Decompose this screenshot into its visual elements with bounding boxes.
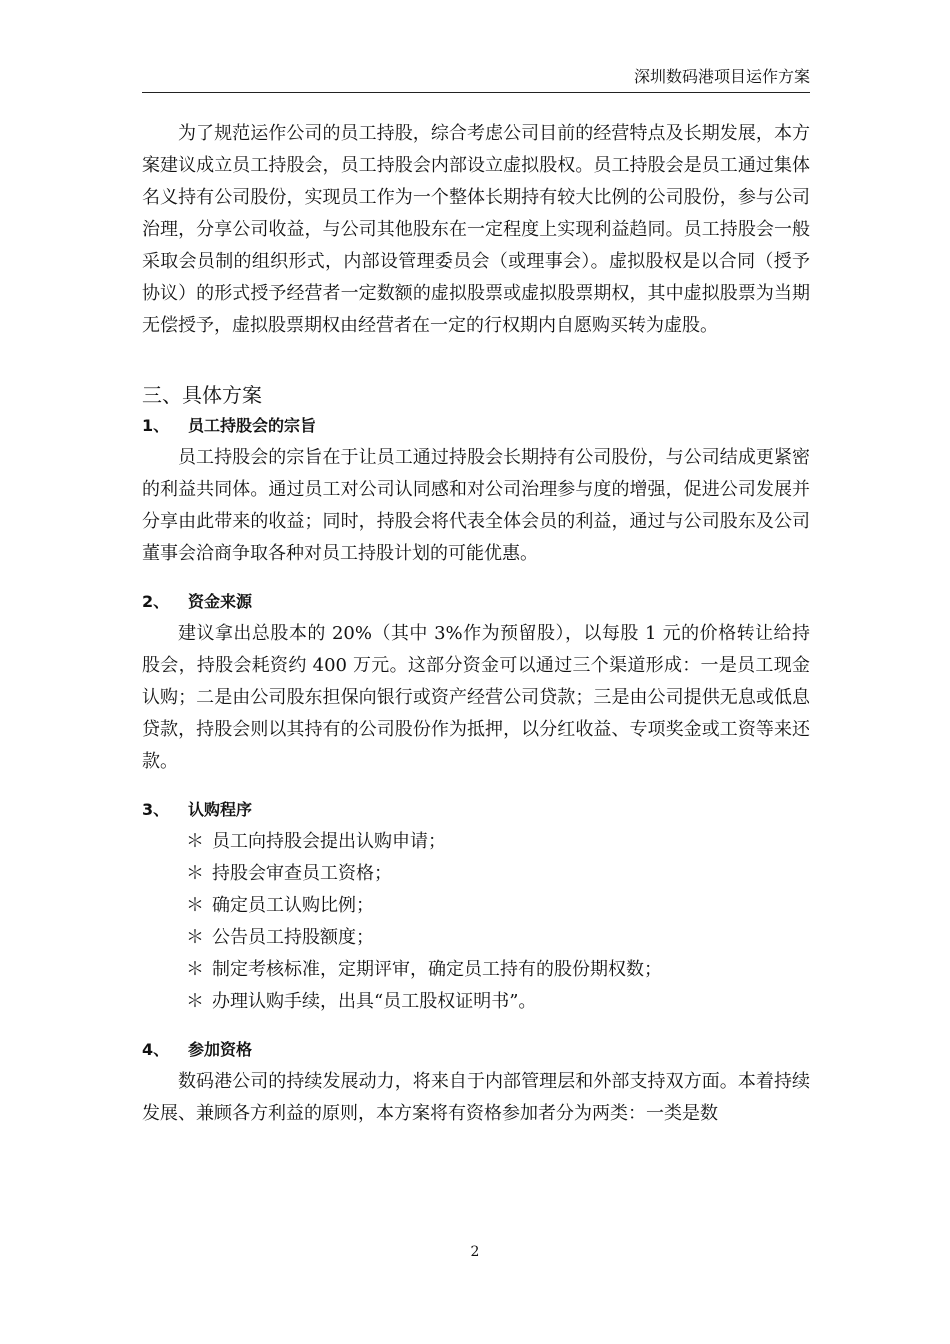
subsection-3-title: [142, 794, 810, 826]
subsection-title-text: 员工持股会的宗旨: [188, 416, 317, 435]
bullet-star: ＊: [186, 863, 204, 884]
bullet-star: ＊: [186, 959, 204, 980]
list-item-text: 持股会审查员工资格；: [212, 863, 392, 884]
list-item: [142, 858, 810, 890]
list-item: [142, 826, 810, 858]
subsection-1-title: [142, 410, 810, 442]
list-item-text: 制定考核标准，定期评审，确定员工持有的股份期权数；: [212, 959, 662, 980]
list-item: [142, 890, 810, 922]
bullet-star: ＊: [186, 991, 204, 1012]
subsection-number: 4、: [142, 1040, 170, 1059]
list-item: [142, 954, 810, 986]
subsection-title-text: 资金来源: [188, 592, 253, 611]
subsection-2-paragraph: 建议拿出总股本的 20%（其中 3%作为预留股），以每股 1 元的价格转让给持股会，持股会耗资约 400 万元。这部分资金可以通过三个渠道形成：一是员工现金认购；二是由公司股东担保向银行或资产经营公司贷款；三是由公司提供无息或低息贷款，持股会则以其持有的公司股份作为抵押，以分红收益、专项奖金或工资等来还款。: [142, 623, 810, 772]
subsection-number: 1、: [142, 416, 170, 435]
subsection-1-paragraph: 员工持股会的宗旨在于让员工通过持股会长期持有公司股份，与公司结成更紧密的利益共同体。通过员工对公司认同感和对公司治理参与度的增强，促进公司发展并分享由此带来的收益；同时，持股会将代表全体会员的利益，通过与公司股东及公司董事会洽商争取各种对员工持股计划的可能优惠。: [142, 447, 810, 564]
subsection-4-paragraph: 数码港公司的持续发展动力，将来自于内部管理层和外部支持双方面。本着持续发展、兼顾各方利益的原则，本方案将有资格参加者分为两类：一类是数: [142, 1071, 810, 1124]
bullet-star: ＊: [186, 895, 204, 916]
page-header: [142, 64, 810, 93]
subsection-number: 2、: [142, 592, 170, 611]
subsection-number: 3、: [142, 800, 170, 819]
list-item-text: 确定员工认购比例；: [212, 895, 374, 916]
subsection-2-title: [142, 586, 810, 618]
header-title: 深圳数码港项目运作方案: [633, 67, 810, 86]
list-item-text: 员工向持股会提出认购申请；: [212, 831, 446, 852]
page-number: 2: [470, 1244, 480, 1260]
subsection-4-title: [142, 1034, 810, 1066]
list-item-text: 办理认购手续，出具“员工股权证明书”。: [212, 991, 537, 1012]
bullet-star: ＊: [186, 831, 204, 852]
list-item: [142, 986, 810, 1018]
list-item: [142, 922, 810, 954]
subsection-title-text: 参加资格: [188, 1040, 253, 1059]
section-title: 三、具体方案: [142, 383, 262, 407]
document-body: [142, 118, 810, 1130]
subsection-title-text: 认购程序: [188, 800, 253, 819]
list-item-text: 公告员工持股额度；: [212, 927, 374, 948]
bullet-star: ＊: [186, 927, 204, 948]
intro-paragraph: 为了规范运作公司的员工持股，综合考虑公司目前的经营特点及长期发展，本方案建议成立员工持股会，员工持股会内部设立虚拟股权。员工持股会是员工通过集体名义持有公司股份，实现员工作为一个整体长期持有较大比例的公司股份，参与公司治理，分享公司收益，与公司其他股东在一定程度上实现利益趋同。员工持股会一般采取会员制的组织形式，内部设管理委员会（或理事会）。虚拟股权是以合同（授予协议）的形式授予经营者一定数额的虚拟股票或虚拟股票期权，其中虚拟股票为当期无偿授予，虚拟股票期权由经营者在一定的行权期内自愿购买转为虚股。: [142, 123, 810, 336]
